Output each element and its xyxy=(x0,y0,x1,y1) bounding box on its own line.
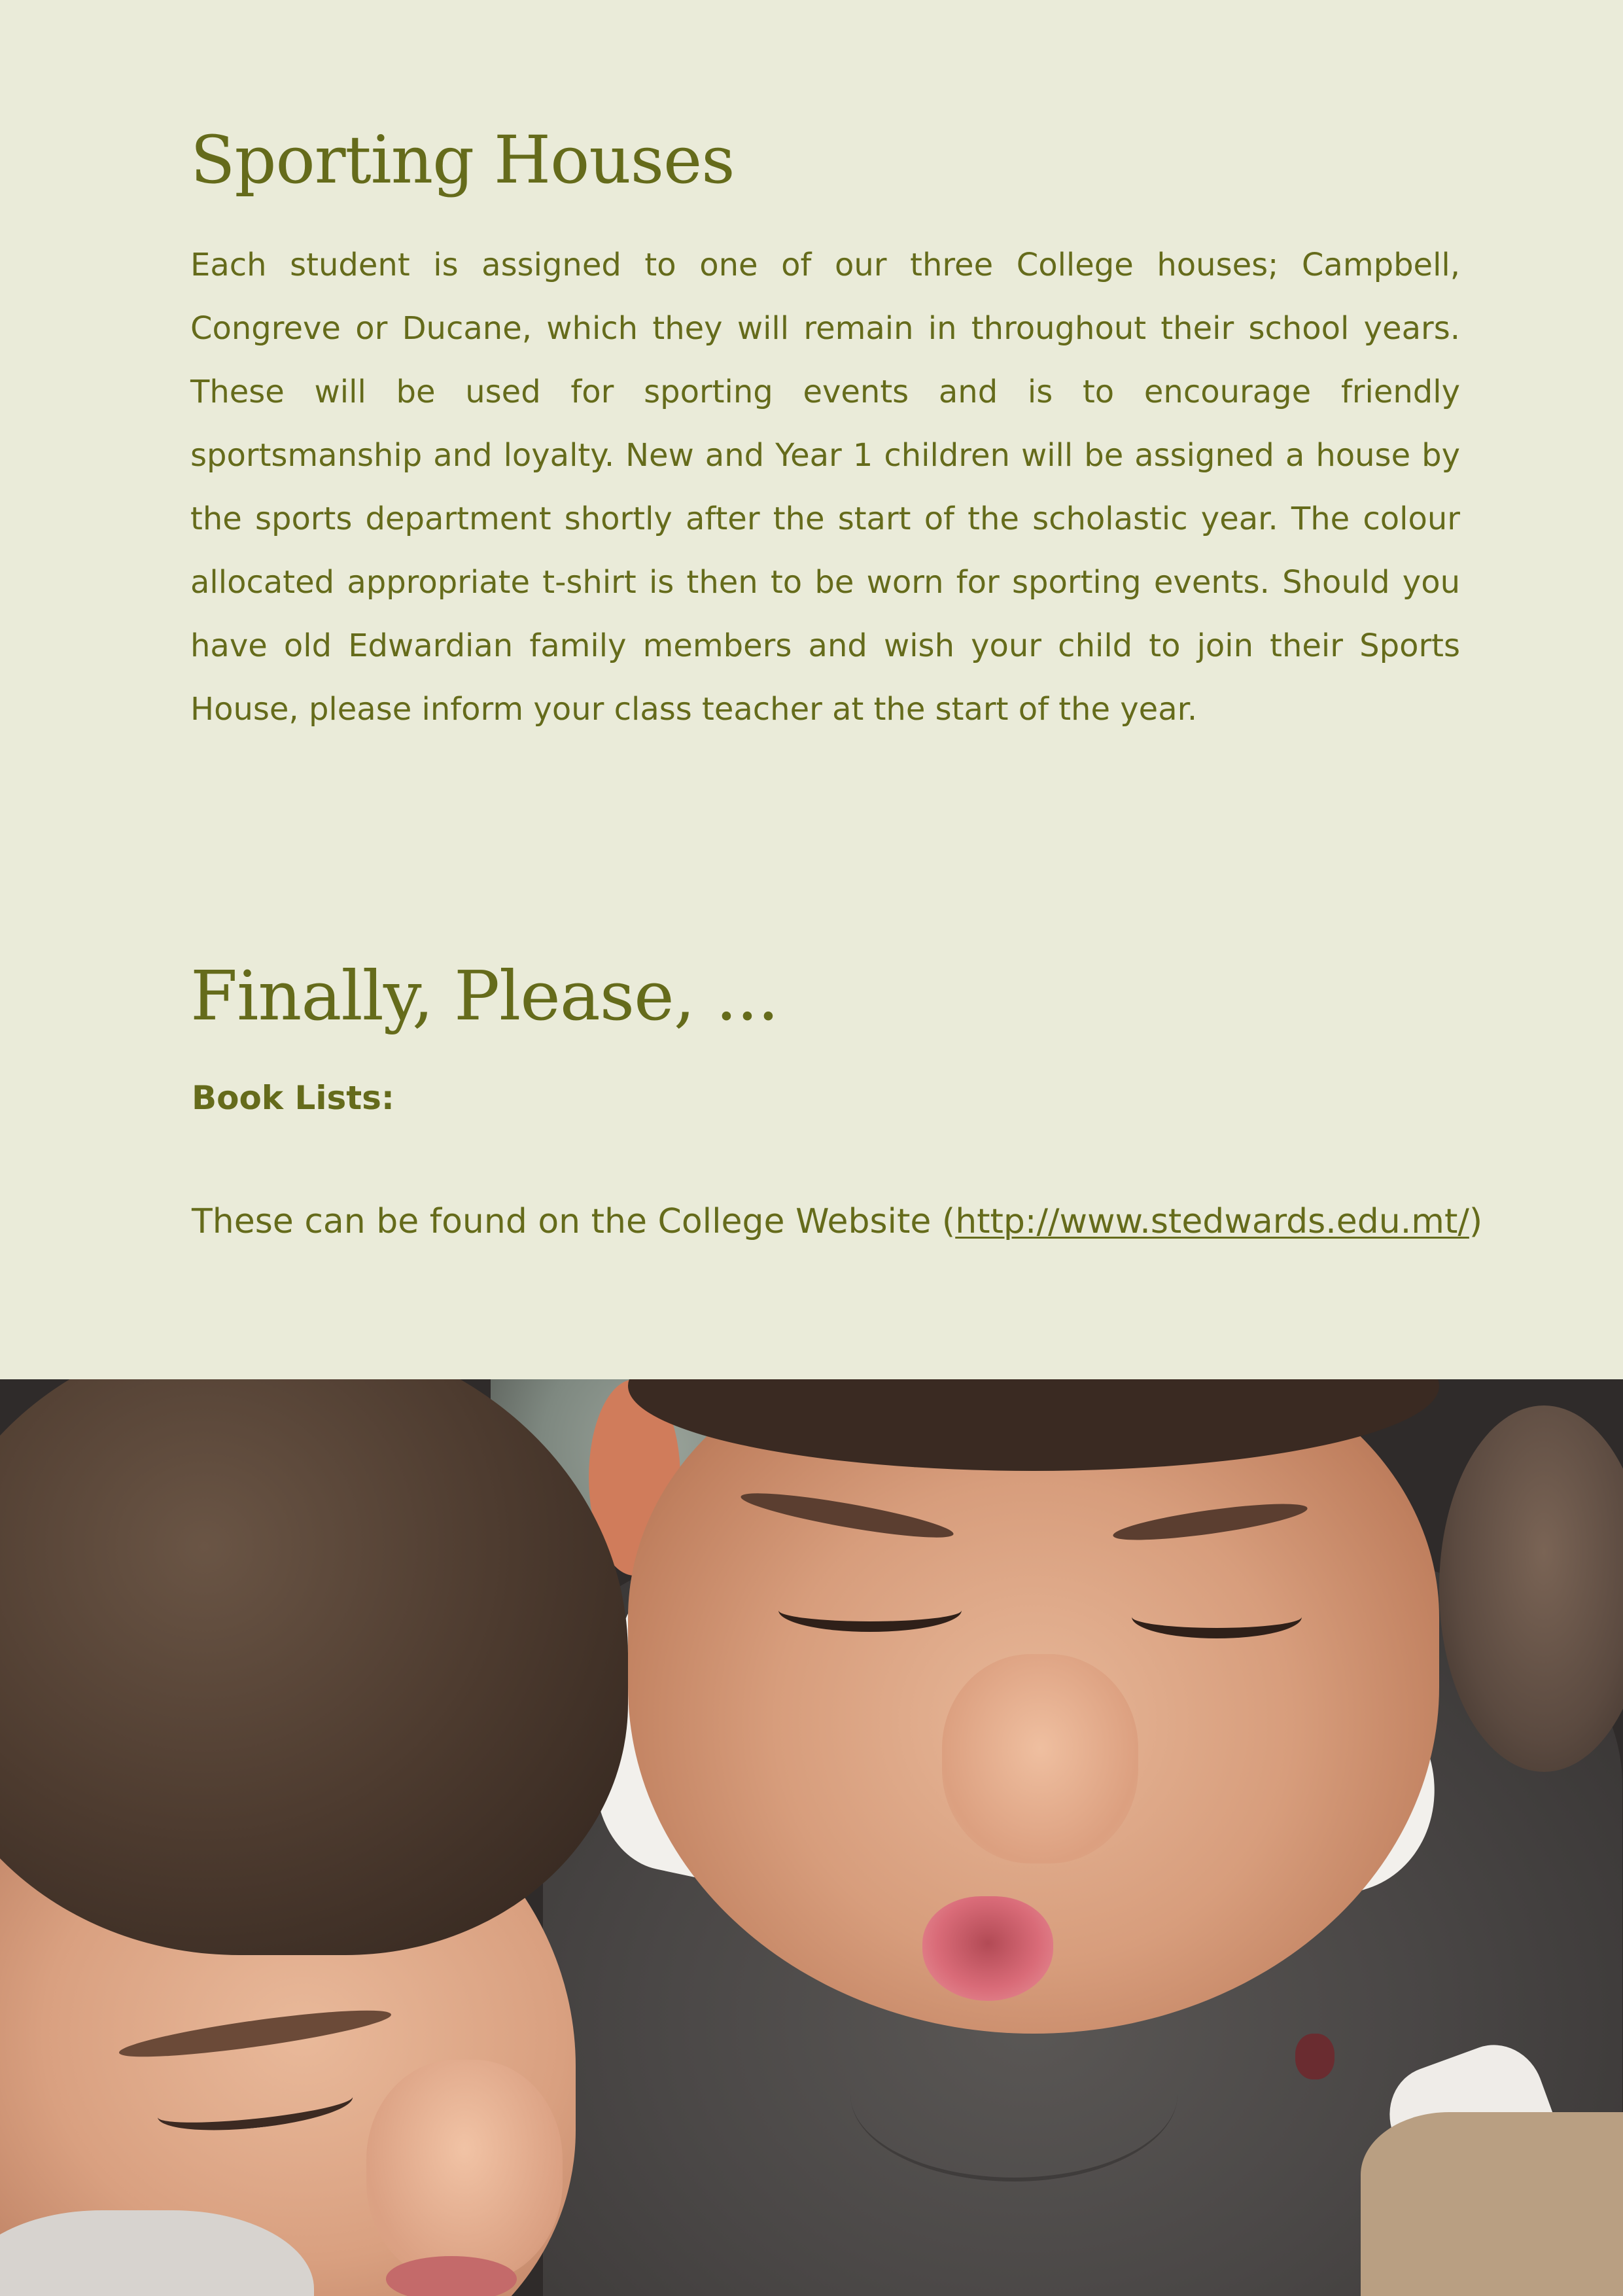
right-boy-nose xyxy=(942,1654,1138,1863)
website-prefix: These can be found on the College Website ( xyxy=(192,1202,956,1241)
beige-trousers xyxy=(1361,2112,1623,2296)
college-website-link[interactable]: http://www.stedwards.edu.mt/ xyxy=(955,1202,1469,1241)
left-boy-hair xyxy=(0,1379,628,1955)
right-boy-right-eye xyxy=(1132,1595,1302,1638)
school-emblem xyxy=(1295,2034,1335,2079)
children-reading-photo xyxy=(0,1379,1623,2296)
book-lists-label: Book Lists: xyxy=(192,1079,394,1117)
right-boy-left-eye xyxy=(778,1589,962,1632)
jumper-v-neck xyxy=(850,2007,1178,2181)
left-boy-nose xyxy=(366,2060,563,2282)
right-boy-mouth xyxy=(922,1896,1053,2001)
sporting-houses-paragraph: Each student is assigned to one of our three College houses; Campbell, Congreve or Ducane, which they will remain in throughout their school years. These will be used for sporting events and is to encourage friendly sportsmanship and loyalty. New and Year 1 children will be assigned a house by the sports department shortly after the start of the scholastic year. The colour allocated appropriate t-shirt is then to be worn for sporting events. Should you have old Edwardian family members and wish your child to join their Sports House, please inform your class teacher at the start of the year. xyxy=(190,247,1460,728)
sporting-houses-heading: Sporting Houses xyxy=(190,122,735,198)
website-suffix: ) xyxy=(1469,1202,1483,1241)
left-boy-mouth xyxy=(386,2256,517,2296)
finally-please-heading: Finally, Please, ... xyxy=(190,956,778,1036)
website-line xyxy=(192,1199,1482,1245)
